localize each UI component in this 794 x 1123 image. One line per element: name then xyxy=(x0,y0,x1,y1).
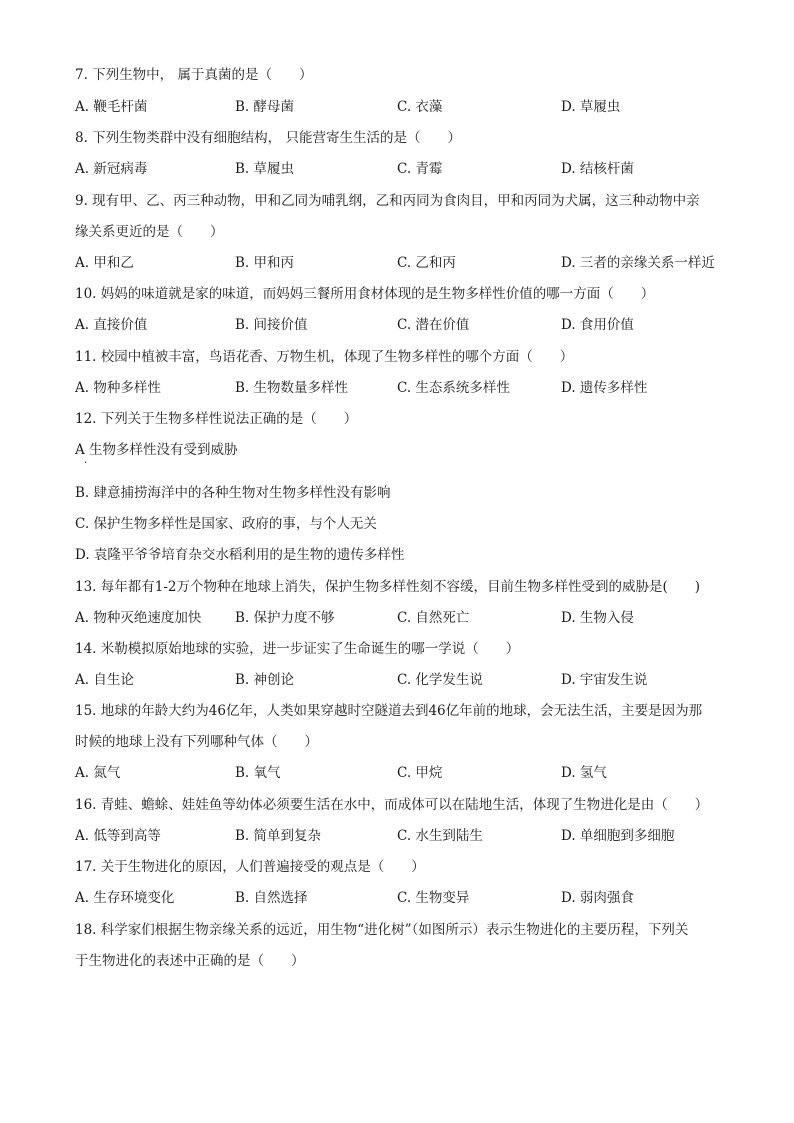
option-b[interactable]: B. 简单到复杂 xyxy=(235,828,322,844)
question-15-options xyxy=(75,764,735,782)
option-c[interactable]: C. 潜在价值 xyxy=(397,317,470,333)
question-13-options xyxy=(75,609,735,627)
option-a[interactable]: A. 直接价值 xyxy=(75,317,148,333)
option-d[interactable]: D. 弱肉强食 xyxy=(561,890,634,906)
question-12-option-b[interactable]: B. 肆意捕捞海洋中的各种生物对生物多样性没有影响 xyxy=(75,485,391,501)
option-b[interactable]: B. 甲和丙 xyxy=(235,255,295,271)
question-18-stem-line-1: 18. 科学家们根据生物亲缘关系的远近，用生物“进化树”（如图所示）表示生物进化的主要历程，下列关 xyxy=(75,922,689,938)
option-a[interactable]: A. 低等到高等 xyxy=(75,828,161,844)
option-d[interactable]: D. 氢气 xyxy=(561,765,607,781)
option-c[interactable]: C. 自然死亡 xyxy=(397,610,470,626)
option-d[interactable]: D. 草履虫 xyxy=(561,99,621,115)
option-a[interactable]: A. 自生论 xyxy=(75,672,134,688)
option-d[interactable]: D. 三者的亲缘关系一样近 xyxy=(561,255,715,271)
option-d[interactable]: D. 单细胞到多细胞 xyxy=(561,828,675,844)
option-a[interactable]: A. 甲和乙 xyxy=(75,255,134,271)
option-a[interactable]: A. 物种灭绝速度加快 xyxy=(75,610,202,626)
question-7-options xyxy=(75,98,735,116)
question-10-options xyxy=(75,316,735,334)
question-11-stem: 11. 校园中植被丰富，鸟语花香、万物生机，体现了生物多样性的哪个方面（ ） xyxy=(75,349,574,365)
option-c[interactable]: C. 化学发生说 xyxy=(397,672,483,688)
option-b[interactable]: B. 草履虫 xyxy=(235,161,295,177)
question-11-options xyxy=(75,379,735,397)
option-b[interactable]: B. 自然选择 xyxy=(235,890,308,906)
option-c[interactable]: C. 甲烷 xyxy=(397,765,443,781)
option-d[interactable]: D. 结核杆菌 xyxy=(561,161,634,177)
option-b[interactable]: B. 神创论 xyxy=(235,672,295,688)
question-9-stem-line-1: 9. 现有甲、乙、丙三种动物，甲和乙同为哺乳纲，乙和丙同为食肉目，甲和丙同为犬属，这三种动物中亲 xyxy=(75,193,700,209)
question-9-stem-line-2: 缘关系更近的是（ ） xyxy=(75,224,224,240)
option-d[interactable]: D. 食用价值 xyxy=(561,317,634,333)
question-9-options xyxy=(75,254,735,272)
question-12-stem: 12. 下列关于生物多样性说法正确的是（ ） xyxy=(75,411,358,427)
option-c[interactable]: C. 衣藻 xyxy=(397,99,443,115)
option-a[interactable]: A. 物种多样性 xyxy=(75,380,161,396)
option-c[interactable]: C. 水生到陆生 xyxy=(397,828,483,844)
question-13-stem: 13. 每年都有1-2万个物种在地球上消失，保护生物多样性刻不容缓，目前生物多样性受到的威胁是( ) xyxy=(75,579,701,595)
question-16-stem: 16. 青蛙、蟾蜍、娃娃鱼等幼体必须要生活在水中，而成体可以在陆地生活，体现了生物进化是由（ ） xyxy=(75,797,709,813)
stray-dot-mark: · xyxy=(84,458,88,469)
question-16-options xyxy=(75,827,735,845)
question-10-stem: 10. 妈妈的味道就是家的味道，而妈妈三餐所用食材体现的是生物多样性价值的哪一方面（ ） xyxy=(75,286,655,302)
question-7-stem: 7. 下列生物中， 属于真菌的是（ ） xyxy=(75,67,313,83)
question-12-option-d[interactable]: D. 袁隆平爷爷培育杂交水稻利用的是生物的遗传多样性 xyxy=(75,547,405,563)
option-d[interactable]: D. 遗传多样性 xyxy=(561,380,648,396)
question-12-option-a[interactable]: A 生物多样性没有受到威胁 xyxy=(75,442,238,458)
question-8-options xyxy=(75,160,735,178)
option-b[interactable]: B. 酵母菌 xyxy=(235,99,295,115)
question-15-stem-line-2: 时候的地球上没有下列哪种气体（ ） xyxy=(75,734,318,750)
option-c[interactable]: C. 乙和丙 xyxy=(397,255,456,271)
option-d[interactable]: D. 宇宙发生说 xyxy=(561,672,648,688)
option-c[interactable]: C. 青霉 xyxy=(397,161,443,177)
question-17-stem: 17. 关于生物进化的原因，人们普遍接受的观点是（ ） xyxy=(75,859,425,875)
question-8-stem: 8. 下列生物类群中没有细胞结构， 只能营寄生生活的是（ ） xyxy=(75,130,461,146)
option-b[interactable]: B. 生物数量多样性 xyxy=(235,380,349,396)
option-d[interactable]: D. 生物入侵 xyxy=(561,610,634,626)
option-b[interactable]: B. 保护力度不够 xyxy=(235,610,335,626)
question-12-option-c[interactable]: C. 保护生物多样性是国家、政府的事，与个人无关 xyxy=(75,516,377,532)
question-15-stem-line-1: 15. 地球的年龄大约为46亿年，人类如果穿越时空隧道去到46亿年前的地球，会无法生活，主要是因为那 xyxy=(75,703,703,719)
option-b[interactable]: B. 氧气 xyxy=(235,765,281,781)
option-c[interactable]: C. 生物变异 xyxy=(397,890,470,906)
question-18-stem-line-2: 于生物进化的表述中正确的是（ ） xyxy=(75,953,305,969)
question-17-options xyxy=(75,889,735,907)
question-14-stem: 14. 米勒模拟原始地球的实验，进一步证实了生命诞生的哪一学说（ ） xyxy=(75,641,520,657)
option-a[interactable]: A. 鞭毛杆菌 xyxy=(75,99,148,115)
option-c[interactable]: C. 生态系统多样性 xyxy=(397,380,510,396)
option-a[interactable]: A. 生存环境变化 xyxy=(75,890,175,906)
option-b[interactable]: B. 间接价值 xyxy=(235,317,308,333)
question-14-options xyxy=(75,671,735,689)
option-a[interactable]: A. 新冠病毒 xyxy=(75,161,148,177)
option-a[interactable]: A. 氮气 xyxy=(75,765,121,781)
